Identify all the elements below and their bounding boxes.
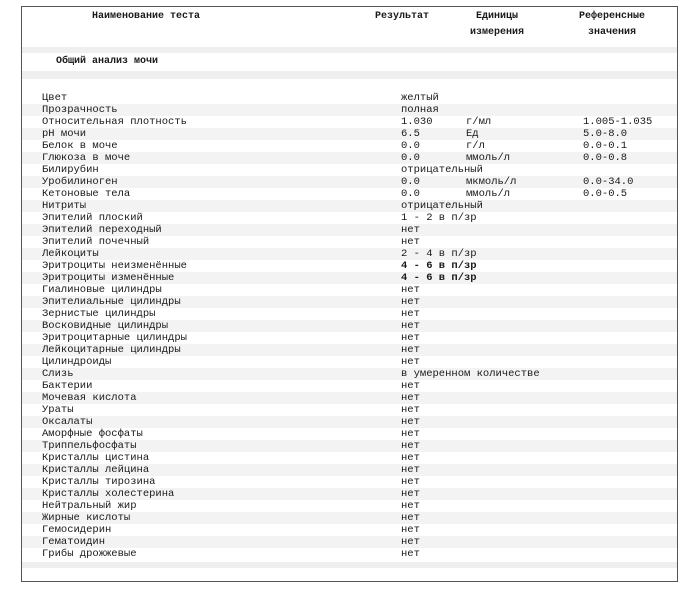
table-row: [22, 284, 677, 296]
unit-value: г/мл: [466, 116, 492, 128]
result-value: нет: [401, 296, 420, 308]
table-row: [22, 332, 677, 344]
test-name: Эпителий переходный: [42, 224, 162, 236]
result-value: нет: [401, 416, 420, 428]
test-name: Эритроциты изменённые: [42, 272, 175, 284]
result-value: нет: [401, 464, 420, 476]
reference-value: 5.0-8.0: [583, 128, 628, 140]
result-value: нет: [401, 332, 420, 344]
test-name: Жирные кислоты: [42, 512, 131, 524]
table-row: [22, 536, 677, 548]
test-name: Аморфные фосфаты: [42, 428, 143, 440]
test-name: Эритроцитарные цилиндры: [42, 332, 187, 344]
section-title: Общий анализ мочи: [56, 56, 159, 67]
result-value: 0.0: [401, 188, 420, 200]
result-value: нет: [401, 548, 420, 560]
table-row: [22, 344, 677, 356]
table-row: [22, 140, 677, 152]
result-value: нет: [401, 236, 420, 248]
table-row: [22, 404, 677, 416]
reference-value: 0.0-0.5: [583, 188, 628, 200]
result-value: 6.5: [401, 128, 420, 140]
result-value: нет: [401, 500, 420, 512]
table-row: [22, 380, 677, 392]
test-name: Глюкоза в моче: [42, 152, 131, 164]
test-name: Цвет: [42, 92, 68, 104]
test-name: Эритроциты неизменённые: [42, 260, 187, 272]
test-name: Ураты: [42, 404, 74, 416]
test-name: Лейкоцитарные цилиндры: [42, 344, 181, 356]
table-row: [22, 164, 677, 176]
table-row: [22, 368, 677, 380]
result-value: нет: [401, 392, 420, 404]
table-row: [22, 416, 677, 428]
result-value: 0.0: [401, 152, 420, 164]
result-value: полная: [401, 104, 439, 116]
unit-value: ммоль/л: [466, 152, 511, 164]
table-row: [22, 392, 677, 404]
reference-value: 0.0-34.0: [583, 176, 634, 188]
result-value: 1.030: [401, 116, 433, 128]
result-value: нет: [401, 380, 420, 392]
table-row: [22, 92, 677, 104]
result-value: нет: [401, 476, 420, 488]
unit-value: Ед: [466, 128, 479, 140]
table-row: [22, 200, 677, 212]
reference-value: 0.0-0.1: [583, 140, 628, 152]
test-name: Билирубин: [42, 164, 99, 176]
table-row: [22, 260, 677, 272]
result-value: нет: [401, 320, 420, 332]
table-row: [22, 152, 677, 164]
result-value: в умеренном количестве: [401, 368, 540, 380]
table-row: [22, 308, 677, 320]
table-row: [22, 104, 677, 116]
result-value: нет: [401, 488, 420, 500]
table-row: [22, 452, 677, 464]
table-row: [22, 548, 677, 560]
result-value: 4 - 6 в п/зр: [401, 260, 477, 272]
test-name: Эпителиальные цилиндры: [42, 296, 181, 308]
table-row: [22, 224, 677, 236]
result-value: 0.0: [401, 176, 420, 188]
test-name: Цилиндроиды: [42, 356, 112, 368]
table-row: [22, 236, 677, 248]
table-row: [22, 428, 677, 440]
separator-band: [22, 562, 677, 568]
table-row: [22, 464, 677, 476]
test-name: Слизь: [42, 368, 74, 380]
test-name: Триппельфосфаты: [42, 440, 137, 452]
table-row: [22, 500, 677, 512]
table-row: [22, 524, 677, 536]
header-result: Результат: [375, 11, 430, 22]
test-name: Мочевая кислота: [42, 392, 137, 404]
result-value: отрицательный: [401, 164, 483, 176]
test-name: Восковидные цилиндры: [42, 320, 169, 332]
test-name: Кетоновые тела: [42, 188, 131, 200]
test-name: Грибы дрожжевые: [42, 548, 137, 560]
unit-value: г/л: [466, 140, 485, 152]
table-row: [22, 212, 677, 224]
result-value: 2 - 4 в п/зр: [401, 248, 477, 260]
table-row: [22, 116, 677, 128]
result-value: нет: [401, 224, 420, 236]
test-name: Относительная плотность: [42, 116, 187, 128]
result-value: 1 - 2 в п/зр: [401, 212, 477, 224]
table-row: [22, 476, 677, 488]
test-name: Эпителий почечный: [42, 236, 150, 248]
table-row: [22, 176, 677, 188]
separator-band: [22, 71, 677, 79]
result-value: нет: [401, 524, 420, 536]
test-name: Прозрачность: [42, 104, 118, 116]
unit-value: мкмоль/л: [466, 176, 517, 188]
test-name: Зернистые цилиндры: [42, 308, 156, 320]
result-value: 0.0: [401, 140, 420, 152]
test-name: Гематоидин: [42, 536, 106, 548]
results-table: [22, 92, 677, 560]
test-name: Нейтральный жир: [42, 500, 137, 512]
table-row: [22, 356, 677, 368]
test-name: Гемосидерин: [42, 524, 112, 536]
lab-report-sheet: [21, 6, 678, 582]
result-value: нет: [401, 404, 420, 416]
table-row: [22, 440, 677, 452]
table-row: [22, 512, 677, 524]
table-row: [22, 296, 677, 308]
result-value: нет: [401, 284, 420, 296]
test-name: Эпителий плоский: [42, 212, 143, 224]
result-value: нет: [401, 308, 420, 320]
test-name: Нитриты: [42, 200, 87, 212]
header-units: Единицы измерения: [469, 11, 524, 38]
table-row: [22, 272, 677, 284]
result-value: отрицательный: [401, 200, 483, 212]
test-name: Бактерии: [42, 380, 93, 392]
test-name: Кристаллы цистина: [42, 452, 150, 464]
result-value: желтый: [401, 92, 439, 104]
result-value: нет: [401, 536, 420, 548]
test-name: Кристаллы холестерина: [42, 488, 175, 500]
test-name: Лейкоциты: [42, 248, 99, 260]
result-value: нет: [401, 344, 420, 356]
table-row: [22, 128, 677, 140]
result-value: нет: [401, 356, 420, 368]
separator-band: [22, 47, 677, 53]
test-name: Кристаллы тирозина: [42, 476, 156, 488]
test-name: Оксалаты: [42, 416, 93, 428]
test-name: pH мочи: [42, 128, 87, 140]
test-name: Уробилиноген: [42, 176, 118, 188]
reference-value: 1.005-1.035: [583, 116, 653, 128]
header-test-name: Наименование теста: [92, 11, 201, 22]
test-name: Кристаллы лейцина: [42, 464, 150, 476]
reference-value: 0.0-0.8: [583, 152, 628, 164]
result-value: нет: [401, 428, 420, 440]
header-reference: Референсные значения: [578, 11, 645, 38]
result-value: 4 - 6 в п/зр: [401, 272, 477, 284]
result-value: нет: [401, 440, 420, 452]
table-row: [22, 248, 677, 260]
table-row: [22, 188, 677, 200]
table-row: [22, 488, 677, 500]
unit-value: ммоль/л: [466, 188, 511, 200]
test-name: Белок в моче: [42, 140, 118, 152]
table-row: [22, 320, 677, 332]
test-name: Гиалиновые цилиндры: [42, 284, 162, 296]
result-value: нет: [401, 452, 420, 464]
result-value: нет: [401, 512, 420, 524]
